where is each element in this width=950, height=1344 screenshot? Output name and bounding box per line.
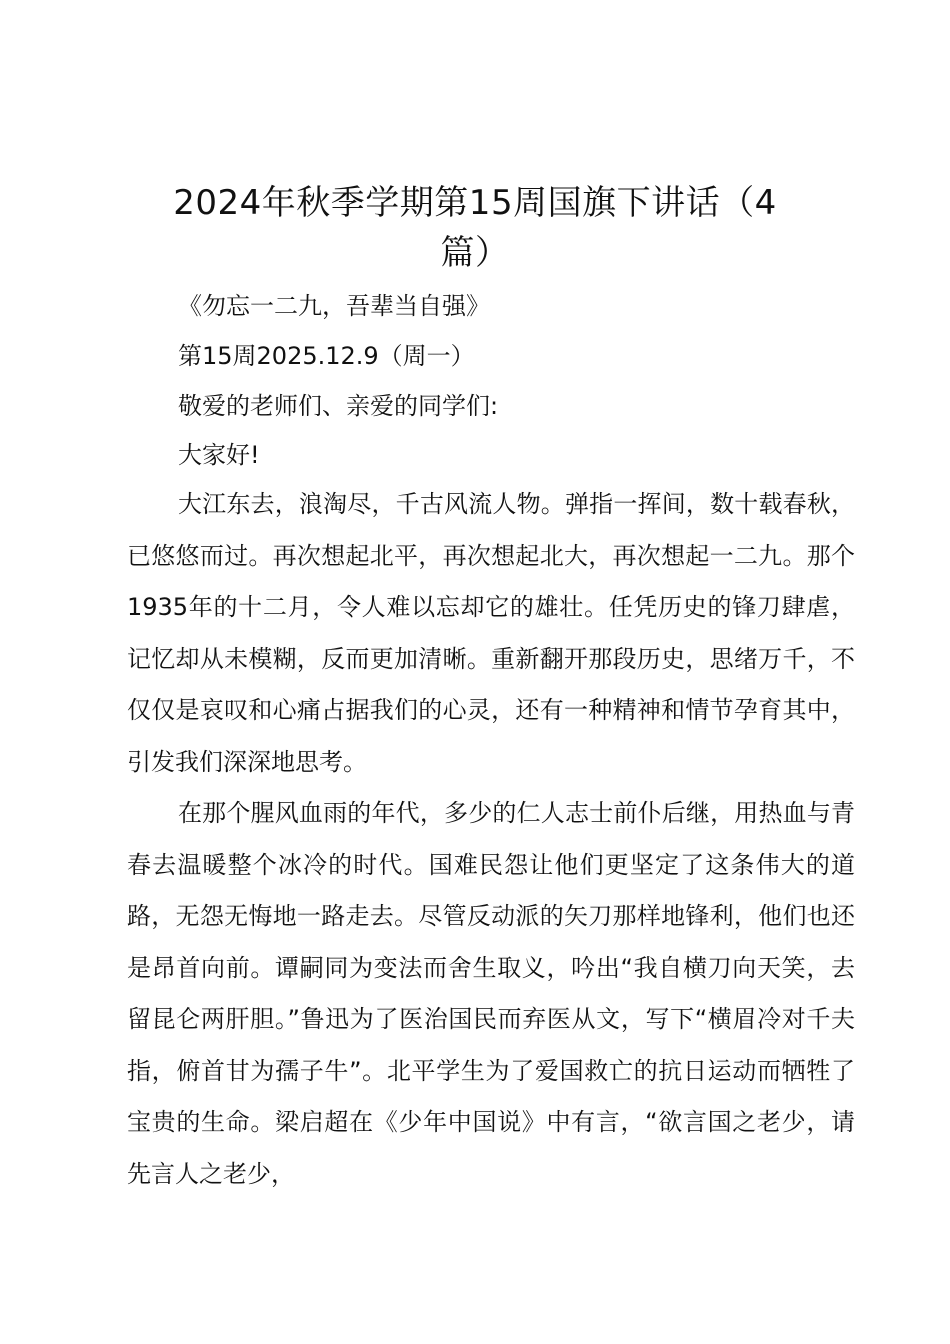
- paragraph-2: 在那个腥风血雨的年代，多少的仁人志士前仆后继，用热血与青春去温暖整个冰冷的时代。国难民怨让他们更坚定了这条伟大的道路，无怨无悔地一路走去。尽管反动派的矢刀那样地锋利，他们也还是昂首向前。谭嗣同为变法而舍生取义，吟出“我自横刀向天笑，去留昆仑两肝胆。”鲁迅为了医治国民而弃医从文，写下“横眉冷对千夫指，俯首甘为孺子牛”。北平学生为了爱国救亡的抗日运动而牺牲了宝贵的生命。梁启超在《少年中国说》中有言，“欲言国之老少，请先言人之老少，: [127, 799, 855, 1188]
- speech-subtitle: 《勿忘一二九，吾辈当自强》: [178, 292, 490, 320]
- document-title: 2024年秋季学期第15周国旗下讲话（4篇）: [173, 183, 777, 273]
- salutation: 敬爱的老师们、亲爱的同学们:: [178, 392, 499, 420]
- date-line: 第15周2025.12.9（周一）: [178, 342, 475, 370]
- greeting: 大家好!: [178, 441, 260, 469]
- paragraph-1: 大江东去，浪淘尽，千古风流人物。弹指一挥间，数十载春秋，已悠悠而过。再次想起北平，再次想起北大，再次想起一二九。那个1935年的十二月，令人难以忘却它的雄壮。任凭历史的锋刀肆虐，记忆却从未模糊，反而更加清晰。重新翻开那段历史，思绪万千，不仅仅是哀叹和心痛占据我们的心灵，还有一种精神和情节孕育其中，引发我们深深地思考。: [127, 490, 855, 776]
